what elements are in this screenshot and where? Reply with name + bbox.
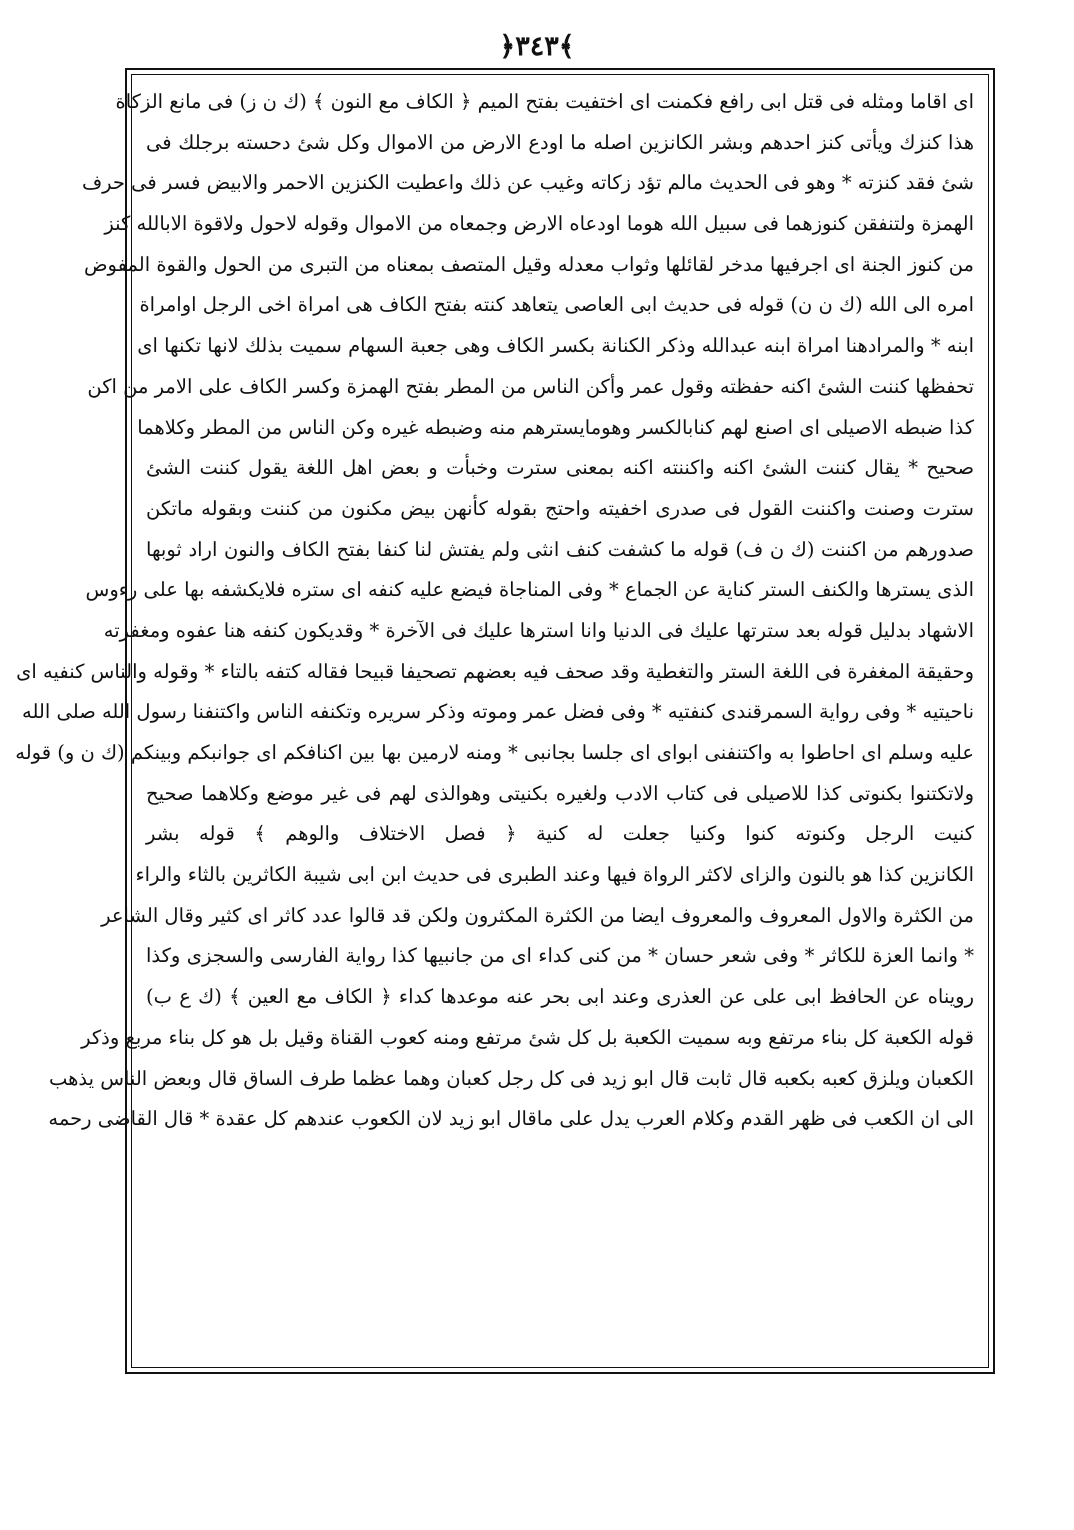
text-line: الهمزة ولتنفقن كنوزهما فى سبيل الله هوما اودعاه الارض وجمعاه من الاموال وقوله لاحول ولاقوة الابالله كنز [104, 212, 974, 236]
text-line: من الكثرة والاول المعروف والمعروف ايضا من الكثرة المكثرون ولكن قد قالوا عدد كاثر اى كثير وقال الشاعر [101, 903, 974, 927]
text-line: كنيت الرجل وكنوته كنوا وكنيا جعلت له كنية ﴿ فصل الاختلاف والوهم ﴾ قوله بشر [146, 822, 974, 846]
text-line: الكانزين كذا هو بالنون والزاى لاكثر الرواة فيها وعند الطبرى فى حديث ابن ابى شيبة الكاثرين بالثاء والراء [135, 863, 974, 887]
text-line: تحفظها كننت الشئ اكنه حفظته وقول عمر وأكن الناس من المطر بفتح الهمزة وكسر الكاف على الامر من اكن [87, 374, 974, 398]
text-line: اى اقاما ومثله فى قتل ابى رافع فكمنت اى اختفيت بفتح الميم ﴿ الكاف مع النون ﴾ (ك ن ز) فى مانع الزكاة [115, 90, 974, 113]
text-line: وحقيقة المغفرة فى اللغة الستر والتغطية وقد صحف فيه بعضهم تصحيفا قبيحا فقاله كتفه بالتاء * وقوله والناس كنفيه اى [16, 659, 974, 683]
text-line: الكعبان ويلزق كعبه بكعبه قال ثابت قال ابو زيد فى كل رجل كعبان وهما عظما طرف الساق قال وبعض الناس يذهب [48, 1066, 974, 1090]
text-line: صدورهم من اكننت (ك ن ف) قوله ما كشفت كنف انثى ولم يفتش لنا كنفا بفتح الكاف والنون اراد ثوبها [146, 537, 974, 561]
body-text [15, 82, 974, 1364]
text-line: رويناه عن الحافظ ابى على عن العذرى وعند ابى بحر عنه موعدها كداء ﴿ الكاف مع العين ﴾ (ك ع ب) [146, 985, 974, 1009]
text-line: الذى يسترها والكنف الستر كناية عن الجماع * وفى المناجاة فيضع عليه كنفه اى ستره فلايكشفه بها على رءوس [85, 578, 974, 602]
page-number: ﴿٣٤٣﴾ [499, 31, 575, 62]
text-line: قوله الكعبة كل بناء مرتفع وبه سميت الكعبة بل كل شئ مرتفع ومنه كعوب القناة وقيل بل هو كل بناء مربع وذكر [81, 1025, 974, 1049]
text-line: ابنه * والمرادهنا امراة ابنه عبدالله وذكر الكنانة بكسر الكاف وهى جعبة السهام سميت بذلك لانها تكنها اى [137, 334, 974, 358]
text-line: الاشهاد بدليل قوله بعد سترتها عليك فى الدنيا وانا استرها عليك فى الآخرة * وقديكون كنفه هنا عفوه ومغفرته [103, 618, 974, 642]
text-line: صحيح * يقال كننت الشئ اكنه واكننته اكنه بمعنى سترت وخبأت و بعض اهل اللغة يقول كننت الشئ [146, 456, 974, 480]
text-line: من كنوز الجنة اى اجرفيها مدخر لقائلها وثواب معدله وقيل المتصف بمعناه من التبرى من الحول والقوة المفوض [83, 252, 974, 276]
text-line: الى ان الكعب فى ظهر القدم وكلام العرب يدل على ماقال ابو زيد لان الكعوب عندهم كل عقدة * قال القاضى رحمه [48, 1107, 974, 1131]
text-line: عليه وسلم اى احاطوا به واكتنفنى ابواى اى جلسا بجانبى * ومنه لارمين بها بين اكنافكم اى جوانبكم وبينكم (ك ن و) قوله [15, 741, 974, 764]
text-line: ناحيتيه * وفى رواية السمرقندى كنفتيه * وفى فضل عمر وموته وذكر سريره وتكنفه الناس واكتنفنا رسول الله صلى الله [22, 700, 974, 724]
text-line: كذا ضبطه الاصيلى اى اصنع لهم كنابالكسر وهومايسترهم منه وضبطه غيره وكن الناس من المطر وكلاهما [137, 415, 974, 439]
text-line: امره الى الله (ك ن ن) قوله فى حديث ابى العاصى يتعاهد كنته بفتح الكاف هى امراة اخى الرجل اوامراة [139, 293, 974, 317]
text-line: ولاتكتنوا بكنوتى كذا للاصيلى فى كتاب الادب ولغيره بكنيتى وهوالذى لهم فى غير موضع وكلاهما صحيح [146, 781, 974, 805]
text-line: هذا كنزك ويأتى كنز احدهم وبشر الكانزين اصله ما اودع الارض من الاموال وكل شئ دحسته برجلك فى [146, 130, 974, 154]
text-line: شئ فقد كنزته * وهو فى الحديث مالم تؤد زكاته وغيب عن ذلك واعطيت الكنزين الاحمر والابيض فسر فى حرف [81, 171, 974, 195]
text-line: * وانما العزة للكاثر * وفى شعر حسان * من كنى كداء اى من جانبيها كذا رواية الفارسى والسجزى وكذا [146, 944, 974, 968]
text-line: سترت وصنت واكننت القول فى صدرى اخفيته واحتج بقوله كأنهن بيض مكنون من كننت وبقوله ماتكن [146, 496, 974, 520]
